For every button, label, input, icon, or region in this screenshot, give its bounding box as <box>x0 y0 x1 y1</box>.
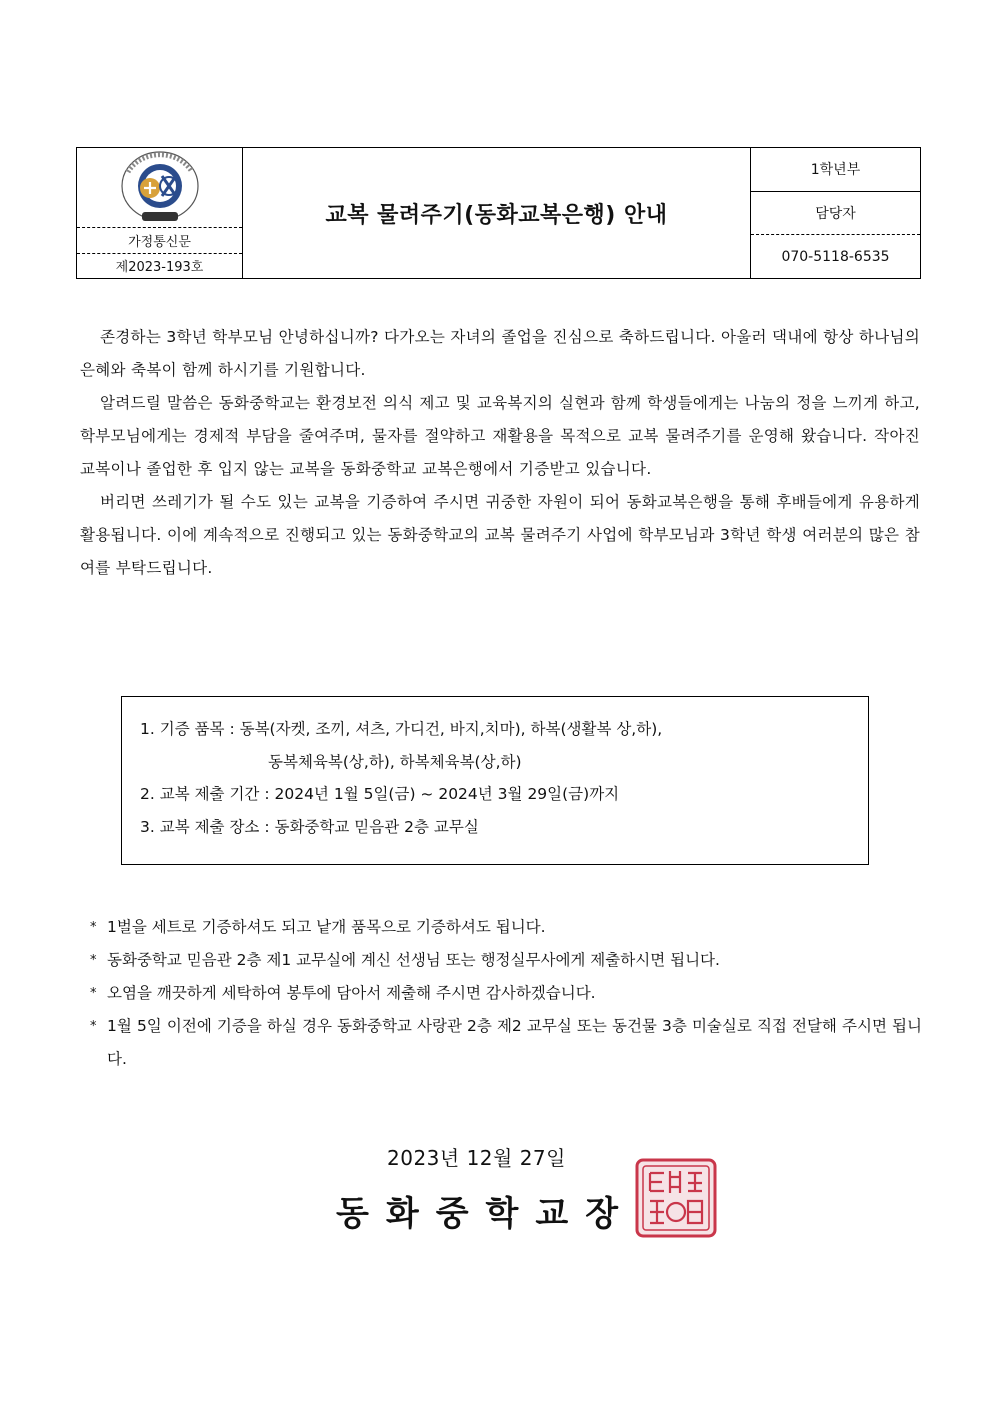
header-right-cell <box>750 148 920 278</box>
principal-signature: 동화중학교장 <box>336 1194 636 1234</box>
info-items-continued: 동복체육복(상,하), 하복체육복(상,하) <box>268 752 522 771</box>
list-item <box>90 977 922 1010</box>
letter-body <box>80 321 920 585</box>
asterisk-icon: * <box>90 986 97 1001</box>
official-seal-icon <box>634 1157 718 1239</box>
issue-date: 2023년 12월 27일 <box>387 1146 566 1170</box>
note-text: 1벌을 세트로 기증하셔도 되고 낱개 품목으로 기증하셔도 됩니다. <box>107 918 546 936</box>
notes-list <box>90 911 922 1076</box>
page-title: 교복 물려주기(동화교복은행) 안내 <box>325 202 668 228</box>
info-period: 2. 교복 제출 기간 : 2024년 1월 5일(금) ~ 2024년 3월 29일(금)까지 <box>140 785 620 803</box>
donation-info-box <box>121 696 869 865</box>
info-location: 3. 교복 제출 장소 : 동화중학교 믿음관 2층 교무실 <box>140 817 479 836</box>
paragraph-request: 버리면 쓰레기가 될 수도 있는 교복을 기증하여 주시면 귀중한 자원이 되어 동화교복은행을 통해 후배들에게 유용하게 활용됩니다. 이에 계속적으로 진행되고 있는 동화중학교의 교복 물려주기 사업에 학부모님과 3학년 학생 여러분의 많은 참여를 부탁드립니다. <box>80 493 920 577</box>
paragraph-greeting: 존경하는 3학년 학부모님 안녕하십니까? 다가오는 자녀의 졸업을 진심으로 축하드립니다. 아울러 댁내에 항상 하나님의 은혜와 축복이 함께 하시기를 기원합니다. <box>80 328 920 379</box>
list-item <box>90 944 922 977</box>
doc-number: 제2023-193호 <box>77 253 242 279</box>
note-text: 동화중학교 믿음관 2층 제1 교무실에 계신 선생님 또는 행정실무사에게 제출하시면 됩니다. <box>107 951 720 969</box>
doc-type: 가정통신문 <box>77 227 242 253</box>
asterisk-icon: * <box>90 953 97 968</box>
info-items: 1. 기증 품목 : 동복(자켓, 조끼, 셔츠, 가디건, 바지,치마), 하복(생활복 상,하), <box>140 720 663 738</box>
asterisk-icon: * <box>90 1019 97 1034</box>
department: 1학년부 <box>810 162 861 179</box>
school-logo <box>77 148 242 227</box>
header-left-cell <box>77 148 243 278</box>
asterisk-icon: * <box>90 920 97 935</box>
list-item <box>90 1010 922 1076</box>
note-text: 1월 5일 이전에 기증을 하실 경우 동화중학교 사랑관 2층 제2 교무실 또는 동건물 3층 미술실로 직접 전달해 주시면 됩니다. <box>107 1017 922 1068</box>
paragraph-purpose: 알려드릴 말씀은 동화중학교는 환경보전 의식 제고 및 교육복지의 실현과 함께 학생들에게는 나눔의 정을 느끼게 하고, 학부모님에게는 경제적 부담을 줄여주며, 물자를 절약하고 재활용을 목적으로 교복 물려주기를 운영해 왔습니다. 작아진 교복이나 졸업한 후 입지 않는 교복을 동화중학교 교복은행에서 기증받고 있습니다. <box>80 394 920 478</box>
contact-phone: 070-5118-6535 <box>751 234 920 278</box>
contact-person: 담당자 <box>751 191 920 235</box>
note-text: 오염을 깨끗하게 세탁하여 봉투에 담아서 제출해 주시면 감사하겠습니다. <box>107 984 596 1002</box>
list-item <box>90 911 922 944</box>
header-table <box>76 147 921 279</box>
school-emblem-icon <box>114 150 206 226</box>
